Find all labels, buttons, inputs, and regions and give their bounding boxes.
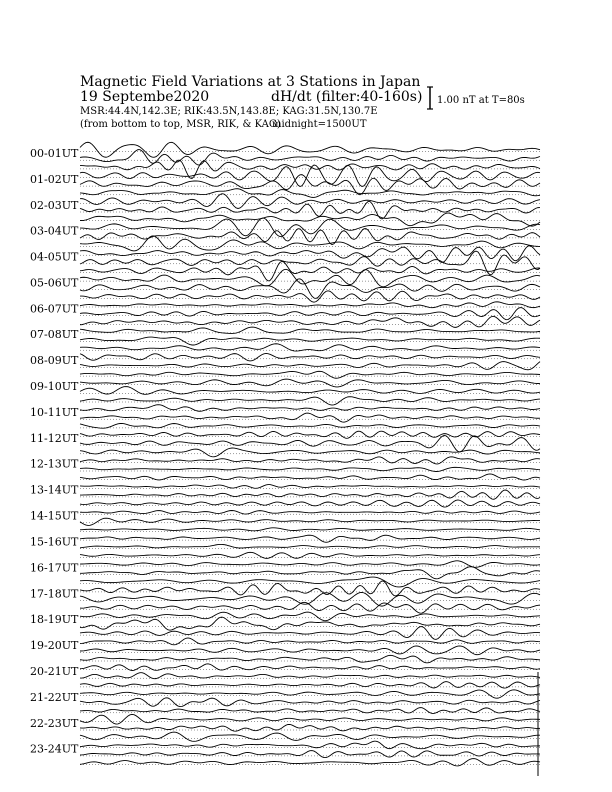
hour-label: 08-09UT: [30, 354, 79, 368]
hour-label: 20-21UT: [30, 665, 79, 678]
trace-kag: [80, 269, 540, 287]
hour-label: 12-13UT: [30, 457, 79, 471]
hour-label: 19-20UT: [30, 639, 79, 652]
trace-kag: [80, 535, 540, 542]
trace-kag: [80, 379, 540, 387]
trace-msr: [80, 627, 540, 640]
trace-kag: [80, 246, 540, 263]
trace-kag: [80, 457, 540, 464]
trace-kag: [80, 485, 540, 489]
trace-msr: [80, 213, 540, 226]
hour-labels: [30, 147, 79, 756]
trace-msr: [80, 474, 540, 480]
trace-kag: [80, 612, 540, 621]
trace-msr: [80, 732, 540, 741]
trace-msr: [80, 423, 540, 428]
trace-rik: [80, 362, 540, 370]
trace-rik: [80, 751, 540, 758]
trace-kag: [80, 690, 540, 698]
hour-label: 01-02UT: [30, 172, 79, 186]
trace-msr: [80, 602, 540, 613]
trace-rik: [80, 518, 540, 525]
hour-label: 03-04UT: [30, 224, 79, 238]
trace-rik: [80, 544, 540, 548]
hour-label: 15-16UT: [30, 535, 79, 549]
stations-line: MSR:44.4N,142.3E; RIK:43.5N,143.8E; KAG:31.5N,130.7E: [80, 106, 378, 117]
trace-msr: [80, 189, 540, 198]
trace-kag: [80, 714, 540, 724]
hour-label: 09-10UT: [30, 380, 79, 394]
trace-msr: [80, 448, 540, 457]
trace-msr: [80, 316, 540, 327]
hour-label: 00-01UT: [30, 146, 79, 160]
hour-label: 04-05UT: [30, 250, 79, 264]
trace-msr: [80, 655, 540, 663]
trace-kag: [80, 561, 540, 567]
hour-label: 21-22UT: [30, 690, 79, 704]
hour-label: 13-14UT: [30, 483, 79, 497]
trace-kag: [80, 510, 540, 514]
trace-rik: [80, 202, 540, 219]
hour-label: 17-18UT: [30, 587, 79, 601]
hour-label: 22-23UT: [30, 716, 79, 730]
trace-rik: [80, 308, 540, 320]
scale-bar: [427, 87, 433, 109]
trace-kag: [80, 741, 540, 749]
hour-label: 10-11UT: [30, 405, 79, 419]
trace-msr: [80, 577, 540, 587]
hour-label: 18-19UT: [30, 613, 79, 627]
hour-label: 07-08UT: [30, 328, 79, 342]
hour-label: 23-24UT: [30, 742, 79, 756]
trace-kag: [80, 431, 540, 438]
trace-rik: [80, 673, 540, 679]
trace-msr: [80, 500, 540, 507]
trace-rik: [80, 617, 540, 630]
trace-msr: [80, 528, 540, 531]
trace-msr: [80, 682, 540, 689]
trace-rik: [80, 646, 540, 655]
trace-rik: [80, 567, 540, 579]
midnight-note: midnight=1500UT: [272, 119, 367, 130]
trace-rik: [80, 592, 540, 606]
trace-kag: [80, 405, 540, 412]
hour-label: 14-15UT: [30, 509, 79, 523]
trace-rik: [80, 436, 540, 452]
scale-label: 1.00 nT at T=80s: [437, 95, 525, 106]
chart-title: Magnetic Field Variations at 3 Stations in Japan: [80, 74, 421, 90]
hour-label: 05-06UT: [30, 276, 79, 290]
trace-msr: [80, 397, 540, 405]
trace-rik: [80, 337, 540, 345]
hour-label: 16-17UT: [30, 561, 79, 575]
trace-kag: [80, 353, 540, 360]
order-note: (from bottom to top, MSR, RIK, & KAG): [80, 119, 281, 130]
trace-rik: [80, 413, 540, 422]
trace-rik: [80, 698, 540, 707]
trace-msr: [80, 708, 540, 714]
chart-date: 19 Septembe2020: [80, 89, 210, 105]
trace-rik: [80, 490, 540, 499]
trace-kag: [80, 142, 540, 157]
trace-msr: [80, 371, 540, 378]
trace-msr: [80, 344, 540, 351]
hour-label: 02-03UT: [30, 198, 79, 212]
hour-label: 06-07UT: [30, 302, 79, 316]
traces: [80, 142, 540, 766]
trace-kag: [80, 327, 540, 333]
chart-quantity: dH/dt (filter:40-160s): [271, 89, 423, 105]
hour-label: 11-12UT: [30, 431, 79, 445]
trace-rik: [80, 229, 540, 245]
